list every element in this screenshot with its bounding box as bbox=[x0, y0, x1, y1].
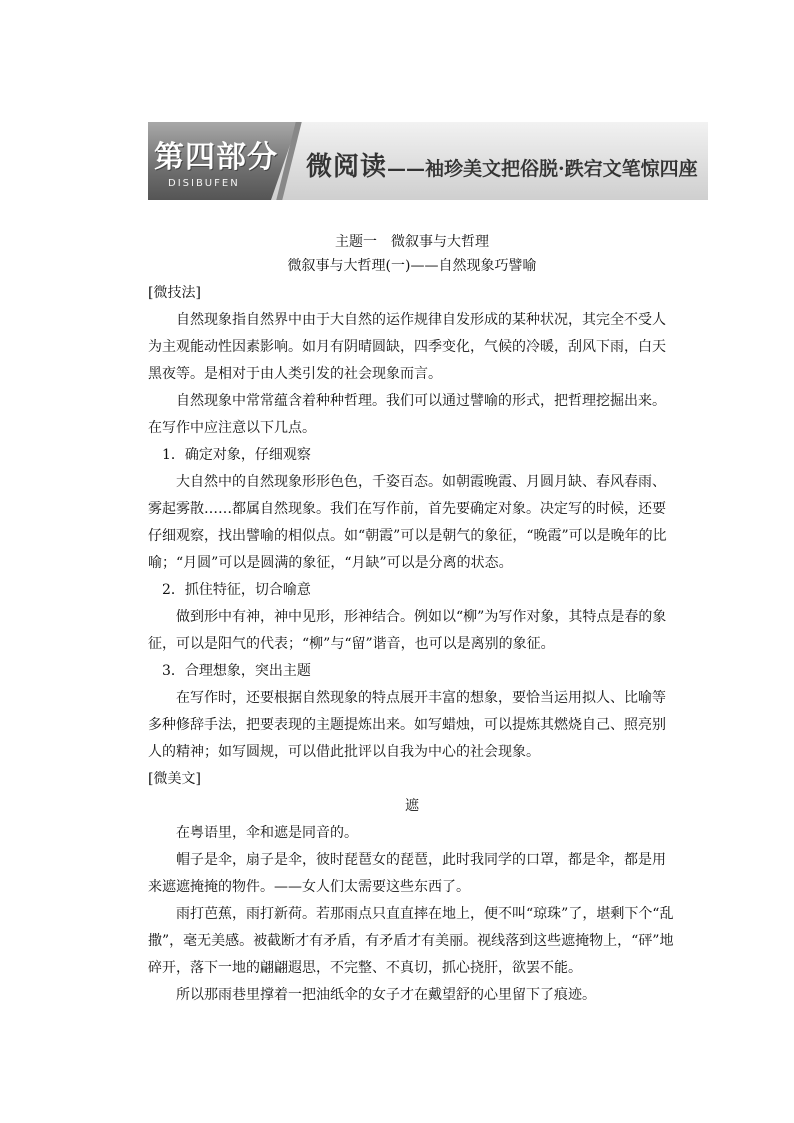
essay-paragraph: 帽子是伞，扇子是伞，彼时琵琶女的琵琶，此时我同学的口罩，都是伞，都是用来遮遮掩掩的物件。——女人们太需要这些东西了。 bbox=[148, 852, 666, 895]
technique-tag: [微技法] bbox=[148, 285, 201, 301]
banner-title bbox=[306, 146, 698, 183]
banner-title-main: 微阅读 bbox=[306, 152, 388, 182]
paragraph: 自然现象指自然界中由于大自然的运作规律自发形成的某种状况，其完全不受人为主观能动性因素影响。如月有阴晴圆缺，四季变化，气候的冷暖，刮风下雨，白天黑夜等。是相对于由人类引发的社会现象而言。 bbox=[148, 312, 666, 382]
subtitle: 微叙事与大哲理(一)——自然现象巧譬喻 bbox=[287, 258, 537, 274]
paragraph: 做到形中有神，神中见形，形神结合。例如以“柳”为写作对象，其特点是春的象征，可以是阳气的代表；“柳”与“留”谐音，也可以是离别的象征。 bbox=[148, 609, 667, 652]
topic-title: 主题一 微叙事与大哲理 bbox=[335, 234, 489, 250]
part-pinyin: DISIBUFEN bbox=[168, 178, 240, 189]
essay-paragraph: 所以那雨巷里撑着一把油纸伞的女子才在戴望舒的心里留下了痕迹。 bbox=[176, 987, 596, 1003]
section-heading: 1．确定对象，仔细观察 bbox=[162, 447, 311, 463]
banner-title-sub: ——袖珍美文把俗脱·跌宕文笔惊四座 bbox=[387, 158, 698, 180]
section-heading: 2．抓住特征，切合喻意 bbox=[162, 582, 311, 598]
essay-paragraph: 在粤语里，伞和遮是同音的。 bbox=[176, 825, 358, 841]
paragraph: 在写作时，还要根据自然现象的特点展开丰富的想象，要恰当运用拟人、比喻等多种修辞手法，把要表现的主题提炼出来。如写蜡烛，可以提炼其燃烧自己、照亮别人的精神；如写圆规，可以借此批评以自我为中心的社会现象。 bbox=[148, 690, 666, 760]
section-heading: 3．合理想象，突出主题 bbox=[162, 663, 311, 679]
essay-title: 遮 bbox=[405, 798, 419, 814]
document-body bbox=[148, 230, 676, 1009]
paragraph: 大自然中的自然现象形形色色，千姿百态。如朝霞晚霞、月圆月缺、春风春雨、雾起雾散……都属自然现象。我们在写作前，首先要确定对象。决定写的时候，还要仔细观察，找出譬喻的相似点。如“朝霞”可以是朝气的象征，“晚霞”可以是晚年的比喻；“月圆”可以是圆满的象征，“月缺”可以是分离的状态。 bbox=[148, 474, 667, 571]
paragraph: 自然现象中常常蕴含着种种哲理。我们可以通过譬喻的形式，把哲理挖掘出来。在写作中应注意以下几点。 bbox=[148, 393, 666, 436]
essay-tag: [微美文] bbox=[148, 771, 201, 787]
essay-paragraph: 雨打芭蕉，雨打新荷。若那雨点只直直摔在地上，便不叫“琼珠”了，堪剩下个“乱撒”，毫无美感。被截断才有矛盾，有矛盾才有美丽。视线落到这些遮掩物上，“砰”地碎开，落下一地的翩翩遐思，不完整、不真切，抓心挠肝，欲罢不能。 bbox=[148, 906, 674, 976]
section-banner bbox=[148, 122, 708, 200]
part-label: 第四部分 bbox=[154, 140, 278, 175]
